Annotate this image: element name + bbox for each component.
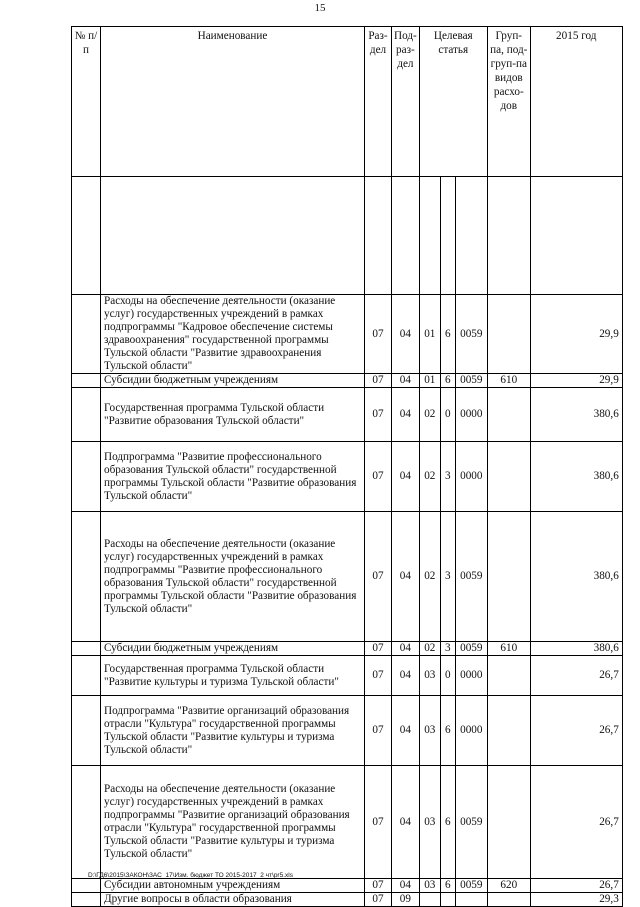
cell-sum: 26,7 <box>530 656 622 696</box>
header-section: Раз-дел <box>365 27 392 177</box>
cell-num <box>72 642 101 656</box>
cell-c1: 02 <box>419 512 440 642</box>
table-row <box>72 766 623 879</box>
cell-rz: 07 <box>365 656 392 696</box>
cell-c3: 0059 <box>455 295 487 374</box>
page-number: 15 <box>314 2 326 14</box>
cell-rz: 07 <box>365 374 392 388</box>
cell-sum: 29,9 <box>530 374 622 388</box>
cell-pr: 09 <box>392 893 420 907</box>
cell-c3: 0059 <box>455 879 487 893</box>
cell-num <box>72 295 101 374</box>
cell-vr: 610 <box>487 642 530 656</box>
cell-name: Субсидии бюджетным учреждениям <box>101 374 365 388</box>
cell-pr: 04 <box>392 879 420 893</box>
cell-rz: 07 <box>365 642 392 656</box>
cell-vr: 610 <box>487 374 530 388</box>
cell-name: Расходы на обеспечение деятельности (оказание услуг) государственных учреждений в рамках подпрограммы "Развитие профессионального образования Тульской области" государственной программы Тульской области "Развитие образования Тульской области" <box>101 512 365 642</box>
table-header-row <box>72 27 623 177</box>
cell-num <box>72 374 101 388</box>
table-row <box>72 893 623 907</box>
cell-c3: 0059 <box>455 512 487 642</box>
cell-pr: 04 <box>392 442 420 512</box>
cell-c2: 0 <box>440 388 455 442</box>
table-row <box>72 656 623 696</box>
cell-vr <box>487 656 530 696</box>
cell-name: Расходы на обеспечение деятельности (оказание услуг) государственных учреждений в рамках подпрограммы "Развитие организаций образования отрасли "Культура" государственной программы Тульской области "Развитие культуры и туризма Тульской области" <box>101 766 365 879</box>
cell-vr <box>487 442 530 512</box>
cell-pr: 04 <box>392 656 420 696</box>
cell-vr <box>487 388 530 442</box>
cell-rz: 07 <box>365 295 392 374</box>
cell-sum: 29,9 <box>530 295 622 374</box>
cell-c1: 02 <box>419 442 440 512</box>
cell-num <box>72 442 101 512</box>
cell-c1: 01 <box>419 295 440 374</box>
table-row <box>72 879 623 893</box>
header-year: 2015 год <box>530 27 622 177</box>
cell-name: Расходы на обеспечение деятельности (оказание услуг) государственных учреждений в рамках подпрограммы "Кадровое обеспечение системы здравоохранения" государственной программы Тульской области "Развитие здравоохранения Тульской области" <box>101 295 365 374</box>
table-row <box>72 642 623 656</box>
cell-vr: 620 <box>487 879 530 893</box>
cell-c1: 01 <box>419 374 440 388</box>
cell-num <box>72 696 101 766</box>
cell-name: Государственная программа Тульской области "Развитие образования Тульской области" <box>101 388 365 442</box>
cell-c2: 6 <box>440 295 455 374</box>
cell-vr <box>487 295 530 374</box>
cell-pr: 04 <box>392 766 420 879</box>
cell-pr: 04 <box>392 374 420 388</box>
cell-vr <box>487 696 530 766</box>
cell-c1 <box>419 893 440 907</box>
cell-c3: 0000 <box>455 656 487 696</box>
cell-c1: 02 <box>419 642 440 656</box>
header-group: Груп-па, под-груп-па видов расхо-дов <box>487 27 530 177</box>
cell-c2: 6 <box>440 374 455 388</box>
cell-sum: 380,6 <box>530 642 622 656</box>
cell-num <box>72 893 101 907</box>
header-subsection: Под-раз-дел <box>392 27 420 177</box>
cell-c3: 0059 <box>455 766 487 879</box>
cell-vr <box>487 512 530 642</box>
cell-rz: 07 <box>365 388 392 442</box>
cell-c2: 3 <box>440 642 455 656</box>
cell-rz: 07 <box>365 879 392 893</box>
table-row <box>72 442 623 512</box>
cell-c3 <box>455 893 487 907</box>
cell-num <box>72 656 101 696</box>
file-path-footer: D:\ГД6\2015\ЗАКОН\ЗАС_17\Изм. бюджет ТО 2015-2017_2 чт\pr5.xls <box>88 872 293 879</box>
table-row <box>72 388 623 442</box>
cell-c3: 0059 <box>455 374 487 388</box>
cell-c1: 03 <box>419 656 440 696</box>
cell-sum: 26,7 <box>530 879 622 893</box>
cell-sum: 26,7 <box>530 696 622 766</box>
cell-num <box>72 388 101 442</box>
cell-sum: 380,6 <box>530 388 622 442</box>
budget-table <box>71 26 623 907</box>
cell-sum: 29,3 <box>530 893 622 907</box>
cell-c2: 6 <box>440 696 455 766</box>
cell-vr <box>487 893 530 907</box>
cell-pr: 04 <box>392 388 420 442</box>
cell-c1: 03 <box>419 879 440 893</box>
cell-rz: 07 <box>365 696 392 766</box>
cell-c2: 3 <box>440 442 455 512</box>
cell-pr: 04 <box>392 295 420 374</box>
cell-pr: 04 <box>392 642 420 656</box>
cell-name: Другие вопросы в области образования <box>101 893 365 907</box>
cell-c3: 0000 <box>455 442 487 512</box>
cell-name: Подпрограмма "Развитие профессионального образования Тульской области" государственной программы Тульской области "Развитие образования Тульской области" <box>101 442 365 512</box>
cell-c3: 0000 <box>455 696 487 766</box>
cell-sum: 380,6 <box>530 442 622 512</box>
header-name: Наименование <box>101 27 365 177</box>
cell-name: Государственная программа Тульской области "Развитие культуры и туризма Тульской области" <box>101 656 365 696</box>
cell-rz: 07 <box>365 766 392 879</box>
cell-c2: 6 <box>440 766 455 879</box>
cell-c2 <box>440 893 455 907</box>
cell-num <box>72 512 101 642</box>
table-row <box>72 295 623 374</box>
cell-name: Субсидии бюджетным учреждениям <box>101 642 365 656</box>
cell-c3: 0059 <box>455 642 487 656</box>
cell-c2: 6 <box>440 879 455 893</box>
cell-sum: 380,6 <box>530 512 622 642</box>
cell-c1: 02 <box>419 388 440 442</box>
cell-c3: 0000 <box>455 388 487 442</box>
table-row <box>72 512 623 642</box>
cell-name: Подпрограмма "Развитие организаций образования отрасли "Культура" государственной программы Тульской области "Развитие культуры и туризма Тульской области" <box>101 696 365 766</box>
table-row <box>72 374 623 388</box>
cell-c2: 0 <box>440 656 455 696</box>
header-num: № п/п <box>72 27 101 177</box>
cell-num <box>72 879 101 893</box>
cell-vr <box>487 766 530 879</box>
cell-pr: 04 <box>392 696 420 766</box>
table-spacer-row <box>72 177 623 295</box>
cell-pr: 04 <box>392 512 420 642</box>
cell-name: Субсидии автономным учреждениям <box>101 879 365 893</box>
cell-sum: 26,7 <box>530 766 622 879</box>
cell-c1: 03 <box>419 766 440 879</box>
cell-c2: 3 <box>440 512 455 642</box>
cell-rz: 07 <box>365 512 392 642</box>
cell-rz: 07 <box>365 442 392 512</box>
cell-num <box>72 766 101 879</box>
cell-rz: 07 <box>365 893 392 907</box>
header-target: Целевая статья <box>419 27 487 177</box>
table-row <box>72 696 623 766</box>
cell-c1: 03 <box>419 696 440 766</box>
